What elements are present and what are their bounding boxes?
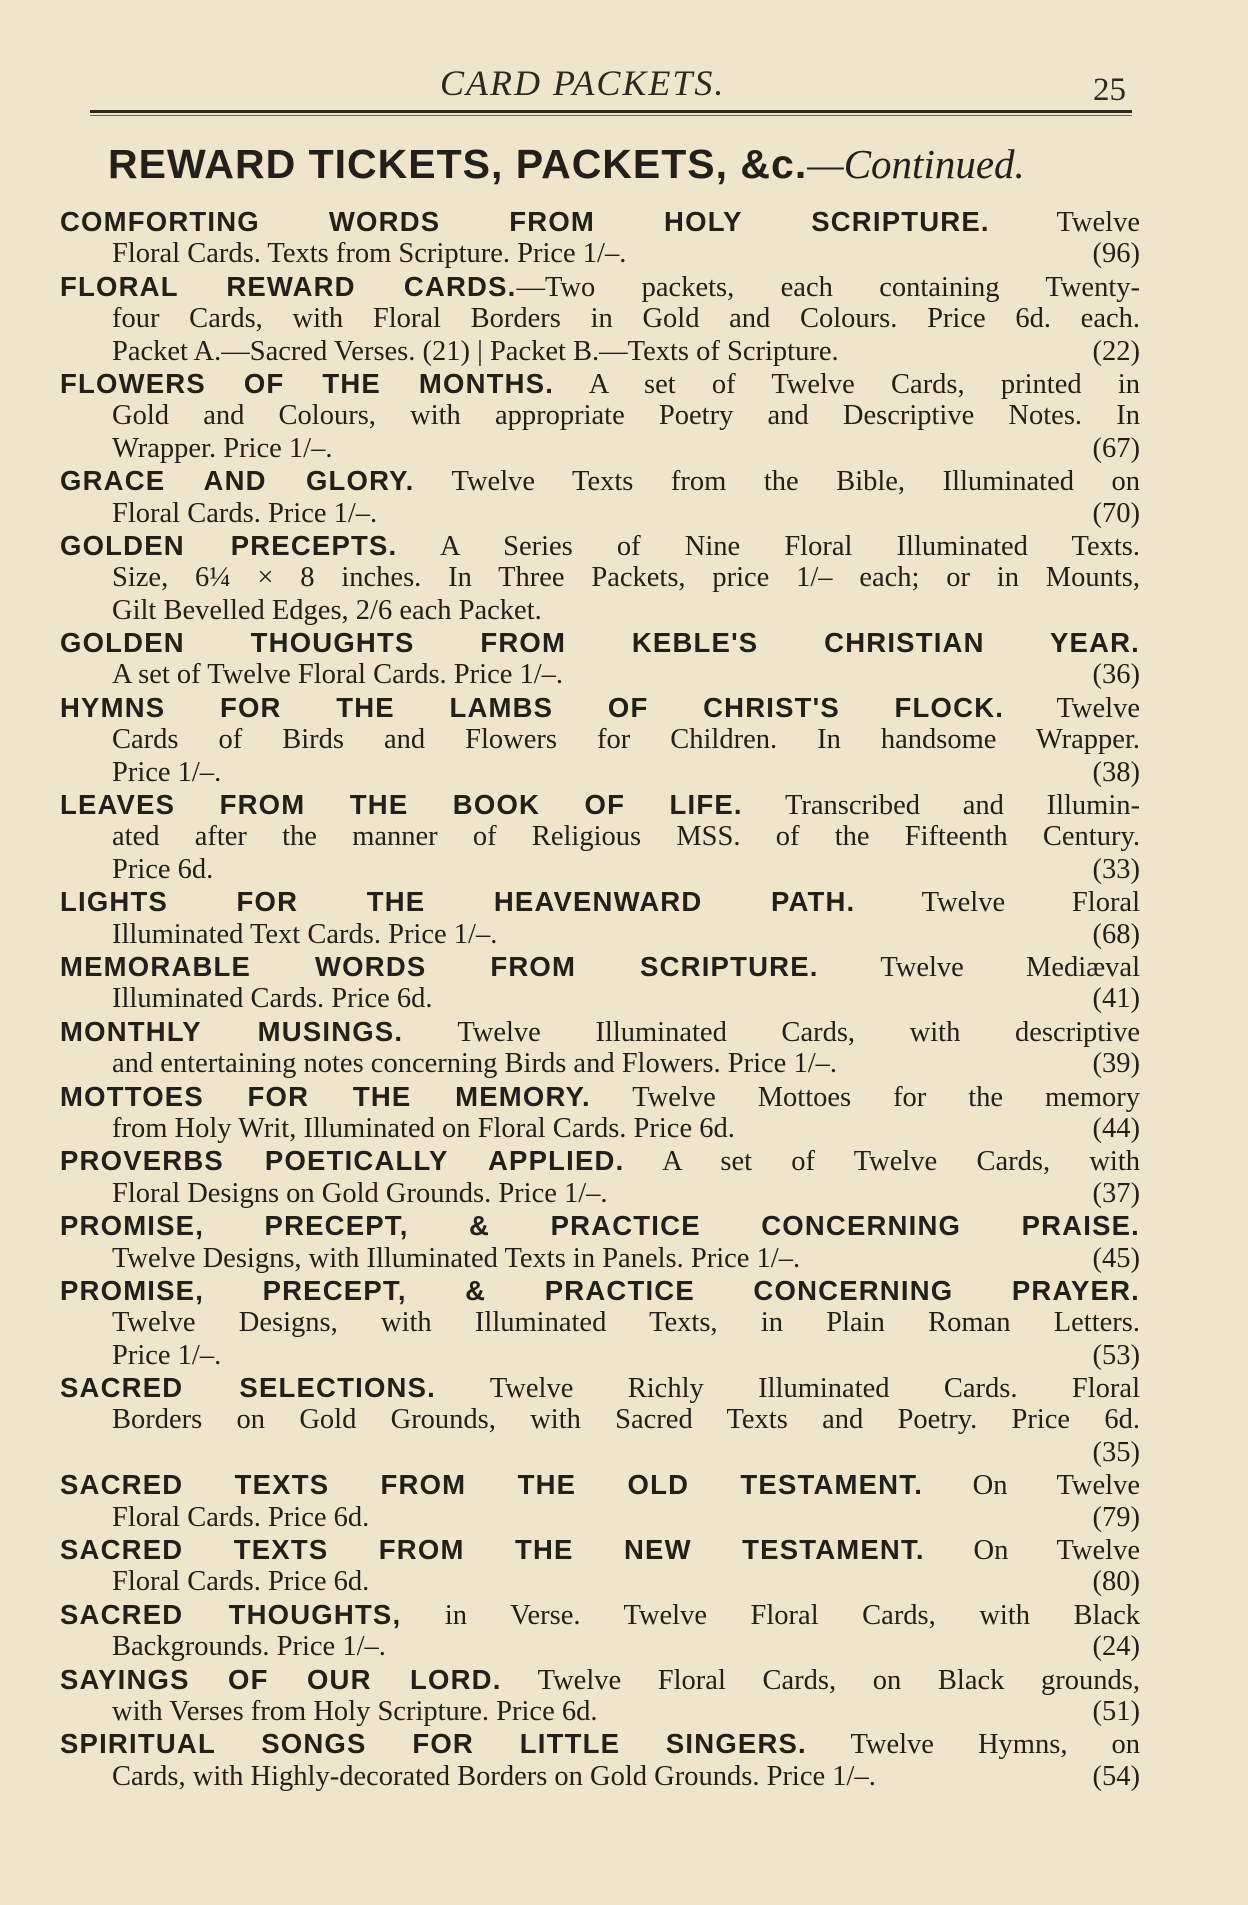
- catalog-number: (35): [1092, 1436, 1140, 1468]
- entry-description: Twelve Richly Illuminated Cards. Floral: [436, 1373, 1140, 1405]
- catalog-entry: [60, 1728, 1140, 1793]
- entry-title-line: [60, 1210, 1140, 1242]
- running-head: [0, 62, 1248, 106]
- entry-title-line: [60, 1728, 1140, 1760]
- entry-title: SACRED TEXTS FROM THE NEW TESTAMENT.: [60, 1534, 925, 1566]
- entry-title: PROMISE, PRECEPT, & PRACTICE CONCERNING PRAYER.: [60, 1274, 1140, 1306]
- catalog-entry: [60, 1210, 1140, 1275]
- entry-description: Twelve: [1004, 692, 1140, 724]
- catalog-number: (33): [1092, 853, 1140, 885]
- entry-description-line: [60, 1113, 1140, 1145]
- entry-title: MOTTOES FOR THE MEMORY.: [60, 1080, 591, 1112]
- entry-description-line: [60, 498, 1140, 530]
- entry-title: GOLDEN THOUGHTS FROM KEBLE'S CHRISTIAN YEAR.: [60, 627, 1140, 659]
- catalog-number: (37): [1092, 1177, 1140, 1209]
- entry-description: Twelve Floral Cards, on Black grounds,: [501, 1664, 1140, 1696]
- catalog-number: (41): [1092, 983, 1140, 1015]
- entry-title-line: [60, 368, 1140, 400]
- entry-description-line: [60, 1307, 1140, 1339]
- entry-description-line: [60, 595, 1140, 627]
- entry-description-line: [60, 1048, 1140, 1080]
- entry-title: MEMORABLE WORDS FROM SCRIPTURE.: [60, 950, 819, 982]
- entry-description-line: [60, 336, 1140, 368]
- catalog-entry: [60, 1599, 1140, 1664]
- entry-description: Twelve Illuminated Cards, with descriptive: [403, 1016, 1140, 1048]
- entry-title-line: [60, 1664, 1140, 1696]
- entry-description: On Twelve: [924, 1535, 1140, 1567]
- header-rule-thin: [90, 115, 1132, 116]
- entry-description: Twelve Designs, with Illuminated Texts, in Plain Roman Letters.: [112, 1307, 1140, 1339]
- catalog-number: (67): [1092, 432, 1140, 464]
- catalog-number: (80): [1092, 1566, 1140, 1598]
- section-heading-continued: —Continued.: [807, 141, 1025, 187]
- entry-description-line: [60, 238, 1140, 270]
- catalog-number: (51): [1092, 1695, 1140, 1727]
- entry-description: Price 6d.: [112, 853, 214, 885]
- entry-description-line: [60, 1502, 1140, 1534]
- entry-description: Twelve Floral: [855, 887, 1140, 919]
- entry-description: A set of Twelve Floral Cards. Price 1/–.: [112, 659, 564, 691]
- catalog-number: (54): [1092, 1760, 1140, 1792]
- entry-title: FLOWERS OF THE MONTHS.: [60, 367, 555, 399]
- entry-title-line: [60, 627, 1140, 659]
- entry-title: PROMISE, PRECEPT, & PRACTICE CONCERNING PRAISE.: [60, 1210, 1140, 1242]
- entry-title-line: [60, 465, 1140, 497]
- catalog-number: (44): [1092, 1112, 1140, 1144]
- entry-description: Floral Cards. Texts from Scripture. Price 1/–.: [112, 238, 627, 270]
- entry-description-line: [60, 1696, 1140, 1728]
- entry-description-line: [60, 1631, 1140, 1663]
- catalog-entry: [60, 951, 1140, 1016]
- entry-description: Price 1/–.: [112, 756, 222, 788]
- catalog-entry: [60, 465, 1140, 530]
- entry-title-line: [60, 1469, 1140, 1501]
- entry-title-line: [60, 951, 1140, 983]
- entry-title-line: [60, 1534, 1140, 1566]
- entry-title-line: [60, 1081, 1140, 1113]
- entry-title-line: [60, 1599, 1140, 1631]
- entry-title: SACRED THOUGHTS,: [60, 1598, 402, 1630]
- catalog-number: (45): [1092, 1242, 1140, 1274]
- entry-title-line: [60, 1016, 1140, 1048]
- catalog-entry: [60, 368, 1140, 465]
- entry-title: LEAVES FROM THE BOOK OF LIFE.: [60, 789, 743, 821]
- entry-description: Twelve Mediæval: [818, 951, 1140, 983]
- entry-description-line: [60, 400, 1140, 432]
- entry-description: four Cards, with Floral Borders in Gold and Colours. Price 6d. each.: [112, 303, 1140, 335]
- entry-title: MONTHLY MUSINGS.: [60, 1015, 404, 1047]
- entry-description-line: [60, 433, 1140, 465]
- entry-title: LIGHTS FOR THE HEAVENWARD PATH.: [60, 886, 856, 918]
- entry-title-line: [60, 789, 1140, 821]
- catalog-entry: [60, 1275, 1140, 1372]
- catalog-entry: [60, 692, 1140, 789]
- entry-description: and entertaining notes concerning Birds and Flowers. Price 1/–.: [112, 1048, 837, 1080]
- entry-title-line: [60, 271, 1140, 303]
- entry-title-line: [60, 1372, 1140, 1404]
- entry-title: GOLDEN PRECEPTS.: [60, 529, 398, 561]
- entry-description: Twelve Hymns, on: [806, 1729, 1140, 1761]
- entry-description: Twelve: [989, 207, 1140, 238]
- entry-description: A Series of Nine Floral Illuminated Texts.: [397, 530, 1140, 562]
- catalog-entry: [60, 1534, 1140, 1599]
- entry-title-line: [60, 886, 1140, 918]
- entry-title-line: [60, 1145, 1140, 1177]
- entry-description: ated after the manner of Religious MSS. of the Fifteenth Century.: [112, 821, 1140, 853]
- entry-description: Illuminated Text Cards. Price 1/–.: [112, 918, 498, 950]
- entry-description: Twelve Mottoes for the memory: [590, 1081, 1140, 1113]
- entry-title-line: [60, 692, 1140, 724]
- entry-title: SACRED TEXTS FROM THE OLD TESTAMENT.: [60, 1469, 924, 1501]
- entry-description: Twelve Designs, with Illuminated Texts in Panels. Price 1/–.: [112, 1242, 801, 1274]
- section-heading: [108, 140, 1138, 188]
- catalog-entry: [60, 530, 1140, 627]
- catalog-number: (38): [1092, 756, 1140, 788]
- entry-description: Floral Cards. Price 1/–.: [112, 497, 378, 529]
- entry-description-line: [60, 1178, 1140, 1210]
- page-number: 25: [1093, 72, 1126, 108]
- entry-description-line: [60, 303, 1140, 335]
- entry-description: Gilt Bevelled Edges, 2/6 each Packet.: [112, 594, 542, 626]
- entry-description-line: [60, 854, 1140, 886]
- entry-description: Cards of Birds and Flowers for Children. In handsome Wrapper.: [112, 724, 1140, 756]
- catalog-entry: [60, 886, 1140, 951]
- entry-description-line: [60, 562, 1140, 594]
- entry-description-line: [60, 983, 1140, 1015]
- entry-description-line: [60, 821, 1140, 853]
- entry-description-line: [60, 757, 1140, 789]
- entry-title: COMFORTING WORDS FROM HOLY SCRIPTURE.: [60, 206, 990, 237]
- entry-description: —Two packets, each containing Twenty-: [516, 271, 1140, 303]
- catalog-entry: [60, 271, 1140, 368]
- catalog-number: (79): [1092, 1501, 1140, 1533]
- entry-description: Wrapper. Price 1/–.: [112, 432, 333, 464]
- entry-description: Packet A.—Sacred Verses. (21) | Packet B.—Texts of Scripture.: [112, 335, 839, 367]
- entry-description: Borders on Gold Grounds, with Sacred Texts and Poetry. Price 6d.: [112, 1404, 1140, 1436]
- entry-description-line: [60, 919, 1140, 951]
- header-rule: [90, 110, 1132, 113]
- entry-description-line: [60, 1761, 1140, 1793]
- running-title: CARD PACKETS.: [440, 63, 726, 103]
- entry-description: with Verses from Holy Scripture. Price 6d.: [112, 1695, 598, 1727]
- entry-description: On Twelve: [923, 1470, 1140, 1502]
- entry-title-line: [60, 530, 1140, 562]
- entry-description-line: [60, 1437, 1140, 1469]
- entry-description: Floral Cards. Price 6d.: [112, 1566, 370, 1598]
- entry-title-line: [60, 1275, 1140, 1307]
- catalog-entry: [60, 789, 1140, 886]
- entry-description: Transcribed and Illumin-: [742, 790, 1140, 822]
- entry-title: SACRED SELECTIONS.: [60, 1372, 436, 1404]
- entry-description: Illuminated Cards. Price 6d.: [112, 983, 433, 1015]
- catalog-number: (36): [1092, 659, 1140, 691]
- entry-description-line: [60, 1340, 1140, 1372]
- entry-description: Size, 6¼ × 8 inches. In Three Packets, price 1/– each; or in Mounts,: [112, 562, 1140, 594]
- catalog-number: (24): [1092, 1631, 1140, 1663]
- entry-description: Gold and Colours, with appropriate Poetry and Descriptive Notes. In: [112, 400, 1140, 432]
- catalog-number: (70): [1092, 497, 1140, 529]
- entry-description: Price 1/–.: [112, 1339, 222, 1371]
- catalog-entry: [60, 1372, 1140, 1469]
- entry-title: SAYINGS OF OUR LORD.: [60, 1663, 502, 1695]
- entry-title: PROVERBS POETICALLY APPLIED.: [60, 1145, 625, 1177]
- entry-description: Cards, with Highly-decorated Borders on Gold Grounds. Price 1/–.: [112, 1760, 876, 1792]
- catalog-entry: [60, 1016, 1140, 1081]
- catalog-number: (96): [1092, 238, 1140, 270]
- catalog-entry-list: [60, 206, 1140, 1793]
- entry-description: A set of Twelve Cards, printed in: [554, 368, 1140, 400]
- catalog-number: (53): [1092, 1339, 1140, 1371]
- entry-description-line: [60, 1243, 1140, 1275]
- catalog-entry: [60, 1664, 1140, 1729]
- entry-description: A set of Twelve Cards, with: [624, 1146, 1140, 1178]
- catalog-entry: [60, 1469, 1140, 1534]
- entry-description-line: [60, 724, 1140, 756]
- catalog-number: (39): [1092, 1048, 1140, 1080]
- entry-title: HYMNS FOR THE LAMBS OF CHRIST'S FLOCK.: [60, 691, 1005, 723]
- entry-description: in Verse. Twelve Floral Cards, with Black: [401, 1599, 1141, 1631]
- entry-description-line: [60, 659, 1140, 691]
- entry-description-line: [60, 1566, 1140, 1598]
- entry-description: from Holy Writ, Illuminated on Floral Cards. Price 6d.: [112, 1112, 735, 1144]
- catalog-entry: [60, 1145, 1140, 1210]
- entry-title: GRACE AND GLORY.: [60, 465, 415, 497]
- catalog-entry: [60, 206, 1140, 271]
- section-heading-title: REWARD TICKETS, PACKETS, &c.: [108, 141, 808, 187]
- entry-description: Backgrounds. Price 1/–.: [112, 1631, 386, 1663]
- entry-title-line: [60, 206, 1140, 238]
- entry-title: SPIRITUAL SONGS FOR LITTLE SINGERS.: [60, 1728, 807, 1760]
- entry-description: Floral Designs on Gold Grounds. Price 1/–.: [112, 1177, 608, 1209]
- entry-description-line: [60, 1404, 1140, 1436]
- entry-title: FLORAL REWARD CARDS.: [60, 270, 517, 302]
- catalog-entry: [60, 627, 1140, 692]
- catalog-number: (68): [1092, 918, 1140, 950]
- catalog-entry: [60, 1081, 1140, 1146]
- entry-description: Floral Cards. Price 6d.: [112, 1501, 370, 1533]
- entry-description: Twelve Texts from the Bible, Illuminated on: [414, 466, 1140, 498]
- catalog-number: (22): [1092, 335, 1140, 367]
